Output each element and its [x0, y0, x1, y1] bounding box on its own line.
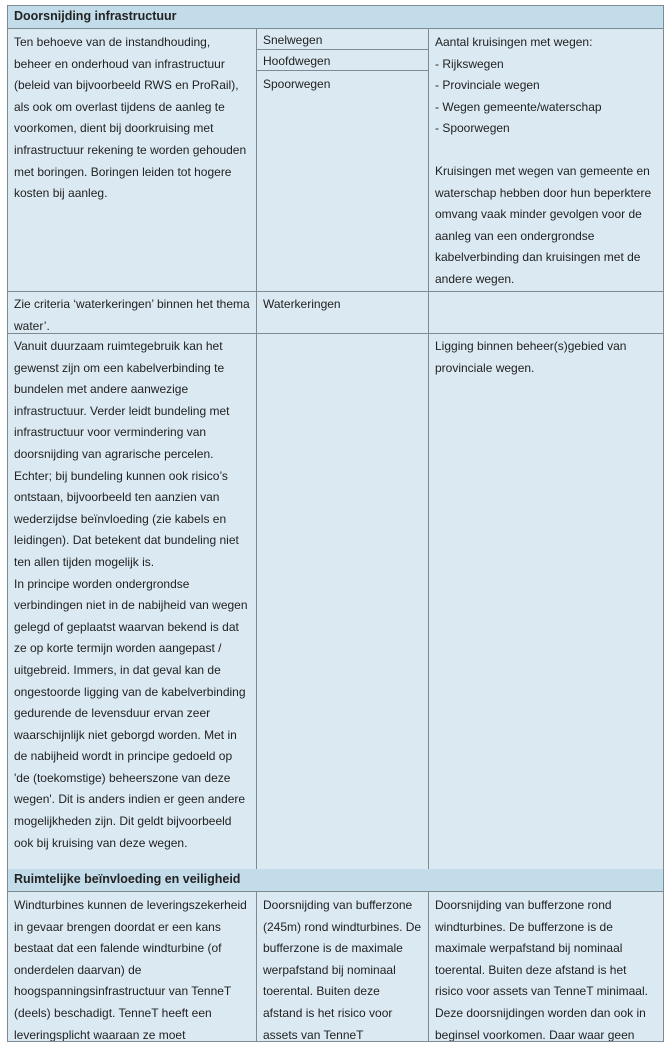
- table-row: [8, 29, 663, 292]
- list-item: - Spoorwegen: [435, 121, 510, 136]
- cell-text: Doorsnijding van bufferzone rond windturbines. De bufferzone is de maximale werpafstand bij nominaal toerental. Buiten deze afstand is het risico voor assets van TenneT minimaal. Deze doorsnijdingen worden dan ook in beginsel voorkomen. Daar waar geen: [435, 898, 648, 1042]
- cell-text: Ligging binnen beheer(s)gebied van provinciale wegen.: [435, 339, 627, 375]
- indicator-intro: Aantal kruisingen met wegen:: [435, 35, 593, 49]
- table-cell-description: [8, 291, 256, 333]
- cell-text: Doorsnijding van bufferzone (245m) rond windturbines. De bufferzone is de maximale werpafstand bij nominaal toerental. Buiten deze afstand is het risico voor assets van TenneT: [263, 898, 422, 1042]
- table-cell-criteria: [256, 291, 428, 333]
- cell-text: Zie criteria ‘waterkeringen’ binnen het thema water’.: [14, 297, 250, 333]
- table-cell-description: [8, 892, 256, 1042]
- paragraph: In principe worden ondergrondse verbindingen niet in de nabijheid van wegen gelegd of geplaatst waarvan bekend is dat ze op korte termijn worden aangepast / uitgebreid. Immers, in dat geval kan de ongestoorde ligging van de kabelverbinding gedurende de levensduur ervan zeer waarschijnlijk niet geborgd worden. Met in de nabijheid wordt in principe gedoeld op 'de (toekomstige) beheerszone van deze wegen'. Dit is anders indien er geen andere mogelijkheden zijn. Dit geldt bijvoorbeeld ook bij kruising van deze wegen.: [14, 576, 248, 850]
- table-row: [8, 291, 663, 334]
- cell-text: [257, 333, 428, 336]
- criterion-snelwegen: Snelwegen: [257, 29, 428, 50]
- table-cell-description: [8, 29, 256, 291]
- paragraph: Vanuit duurzaam ruimtegebruik kan het gewenst zijn om een kabelverbinding te bundelen met andere aanwezige infrastructuur. Verder leidt bundeling met infrastructuur voor vermindering van doorsnijding van agrarische percelen. Echter; bij bundeling kunnen ook risico’s ontstaan, bijvoorbeeld ten aanzien van wederzijdse beïnvloeding (zie kabels en leidingen). Dat betekent dat bundeling niet ten allen tijden mogelijk is.: [14, 339, 239, 569]
- cell-text: Ten behoeve van de instandhouding, beheer en onderhoud van infrastructuur (beleid van bijvoorbeeld RWS en ProRail), als ook om overlast tijdens de aanleg te voorkomen, dient bij doorkruising met infrastructuur rekening te worden gehouden met boringen. Boringen leiden tot hogere kosten bij aanleg.: [14, 35, 247, 201]
- table-cell-criteria: [256, 29, 428, 291]
- list-item: - Provinciale wegen: [435, 78, 540, 93]
- indicator-note: Kruisingen met wegen van gemeente en waterschap hebben door hun beperktere omvang vaak minder gevolgen voor de aanleg van een ondergrondse kabelverbinding dan kruisingen met de andere wegen.: [435, 163, 652, 286]
- section-header-infrastructuur: Doorsnijding infrastructuur: [8, 6, 663, 29]
- table-row: [8, 333, 663, 870]
- table-cell-description: [8, 333, 256, 869]
- table-cell-criteria: [256, 892, 428, 1042]
- table-cell-criteria: [256, 333, 428, 869]
- criteria-table: [7, 5, 664, 1042]
- table-row: [8, 892, 663, 1042]
- criterion-waterkeringen: Waterkeringen: [263, 297, 341, 311]
- list-item: - Wegen gemeente/waterschap: [435, 99, 602, 114]
- criterion-hoofdwegen: Hoofdwegen: [257, 50, 428, 71]
- list-item: - Rijkswegen: [435, 56, 504, 71]
- criterion-spoorwegen: Spoorwegen: [263, 77, 331, 91]
- section-header-ruimtelijke-beinvloeding: Ruimtelijke beïnvloeding en veiligheid: [8, 869, 663, 892]
- table-cell-indicator: [428, 892, 663, 1042]
- cell-text: [429, 29, 663, 291]
- table-cell-indicator: [428, 29, 663, 291]
- cell-text: [429, 291, 663, 294]
- table-cell-indicator: [428, 333, 663, 869]
- cell-text: Windturbines kunnen de leveringszekerheid in gevaar brengen doordat er een kans bestaat dat een falende windturbine (of onderdelen daarvan) de hoogspanningsinfrastructuur van TenneT (deels) beschadigt. TenneT heeft een leveringsplicht waaraan ze moet: [14, 898, 247, 1042]
- table-cell-indicator: [428, 291, 663, 333]
- cell-text: [8, 333, 256, 854]
